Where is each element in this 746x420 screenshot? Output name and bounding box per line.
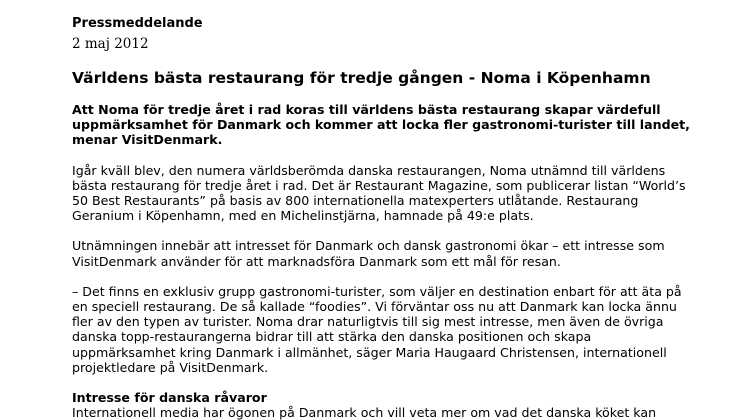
press-release-page (72, 16, 692, 420)
body-paragraph-1: Igår kväll blev, den numera världsberömda danska restaurangen, Noma utnämnd till världens bästa restaurang för tredje året i rad. Det är Restaurant Magazine, som publicerar listan “World’s 50 Best Restaurants” på basis av 800 internationella matexperters utlåtande. Restaurang Geranium i Köpenhamn, med en Michelinstjärna, hamnade på 49:e plats. (72, 162, 686, 224)
body-paragraph-2: Utnämningen innebär att intresset för Danmark och dansk gastronomi ökar – ett intresse som VisitDenmark använder för att marknadsföra Danmark som ett mål för resan. (72, 238, 665, 269)
body-paragraph-3: – Det finns en exklusiv grupp gastronomi-turister, som väljer en destination enbart för att äta på en speciell restaurang. De så kallade “foodies”. Vi förväntar oss nu att Danmark kan locka ännu fler av den typen av turister. Noma drar naturligtvis till sig mest intresse, men även de övriga danska topp-restaurangerna bidrar till att stärka den danska positionen och skapa uppmärksamhet kring Danmark i allmänhet, säger Maria Haugaard Christensen, internationell projektledare på VisitDenmark. (72, 283, 682, 375)
headline: Världens bästa restaurang för tredje gången - Noma i Köpenhamn (72, 69, 651, 87)
body-paragraph-4: Internationell media har ögonen på Danmark och vill veta mer om vad det danska köket kan (72, 405, 657, 420)
lead-paragraph: Att Noma för tredje året i rad koras till världens bästa restaurang skapar värdefull uppmärksamhet för Danmark och kommer att locka fler gastronomi-turister till landet, menar VisitDenmark. (72, 102, 690, 148)
section-heading: Intresse för danska råvaror (72, 390, 267, 406)
document-type-label: Pressmeddelande (72, 16, 203, 31)
release-date: 2 maj 2012 (72, 36, 149, 52)
